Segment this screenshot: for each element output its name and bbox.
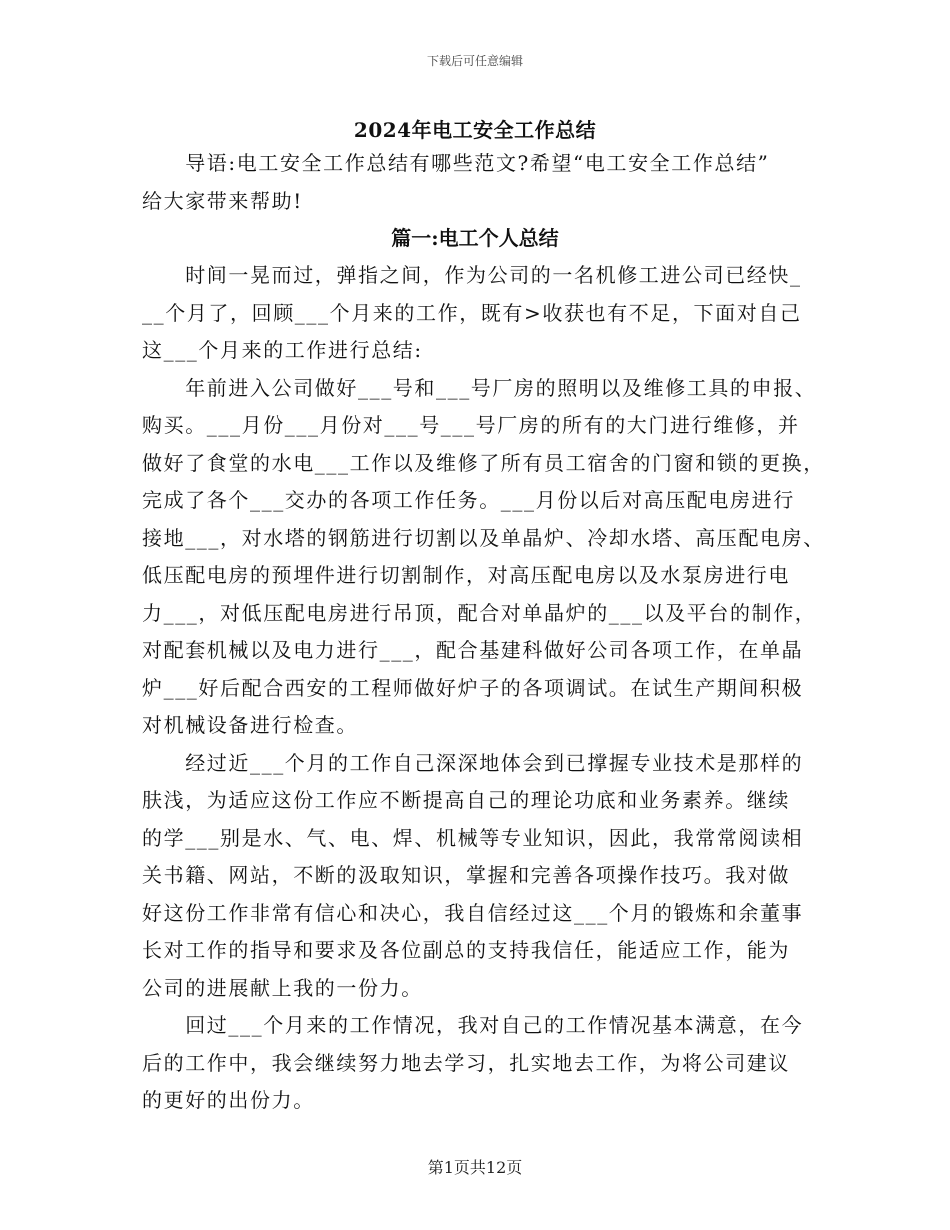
body-line: 经过近___个月的工作自己深深地体会到已撑握专业技术是那样的 — [142, 750, 804, 775]
intro-line: 导语:电工安全工作总结有哪些范文?希望“电工安全工作总结” — [142, 151, 770, 175]
section-title: 篇一:电工个人总结 — [391, 226, 559, 250]
intro-paragraph — [142, 145, 822, 220]
body-line: 的学___别是水、气、电、焊、机械等专业知识，因此，我常常阅读相 — [142, 825, 804, 850]
body-line: 关书籍、网站，不断的汲取知识，掌握和完善各项操作技巧。我对做 — [142, 863, 790, 887]
body-line: __个月了，回顾___个月来的工作，既有>收获也有不足，下面对自己 — [142, 300, 802, 325]
body-line: 后的工作中，我会继续努力地去学习，扎实地去工作，为将公司建议 — [142, 1050, 790, 1075]
body-line: 好这份工作非常有信心和决心，我自信经过这___个月的锻炼和余董事 — [142, 900, 804, 925]
body-line: 长对工作的指导和要求及各位副总的支持我信任，能适应工作，能为 — [142, 938, 790, 962]
body-line: 完成了各个___交办的各项工作任务。___月份以后对高压配电房进行 — [142, 488, 795, 512]
body-text — [142, 257, 825, 1120]
body-line: 年前进入公司做好___号和___号厂房的照明以及维修工具的申报、 — [142, 375, 817, 400]
body-line: 力___，对低压配电房进行吊顶，配合对单晶炉的___以及平台的制作， — [142, 600, 817, 625]
body-line: 接地___，对水塔的钢筋进行切割以及单晶炉、冷却水塔、高压配电房、 — [142, 525, 825, 550]
document-title: 2024年电工安全工作总结 — [353, 118, 597, 142]
body-line: 炉___好后配合西安的工程师做好炉子的各项调试。在试生产期间积极 — [142, 675, 804, 700]
body-line: 时间一晃而过，弹指之间，作为公司的一名机修工进公司已经快_ — [142, 263, 802, 287]
page-header: 下载后可任意编辑 — [426, 54, 523, 68]
intro-line: 给大家带来帮助! — [142, 188, 303, 213]
body-line: 的更好的出份力。 — [142, 1088, 315, 1112]
body-line: 低压配电房的预埋件进行切割制作，对高压配电房以及水泵房进行电 — [142, 563, 790, 587]
body-line: 购买。___月份___月份对___号___号厂房的所有的大门进行维修，并 — [142, 413, 800, 437]
body-line: 对机械设备进行检查。 — [142, 713, 358, 737]
page-footer: 第1页共12页 — [427, 1158, 523, 1177]
body-line: 对配套机械以及电力进行___，配合基建科做好公司各项工作，在单晶 — [142, 638, 804, 662]
body-line: 做好了食堂的水电___工作以及维修了所有员工宿舍的门窗和锁的更换， — [142, 450, 825, 475]
body-line: 这___个月来的工作进行总结: — [142, 338, 423, 362]
body-line: 回过___个月来的工作情况，我对自己的工作情况基本满意，在今 — [142, 1013, 804, 1037]
body-line: 公司的进展献上我的一份力。 — [142, 975, 423, 1000]
body-line: 肤浅，为适应这份工作应不断提高自己的理论功底和业务素养。继续 — [142, 788, 790, 812]
